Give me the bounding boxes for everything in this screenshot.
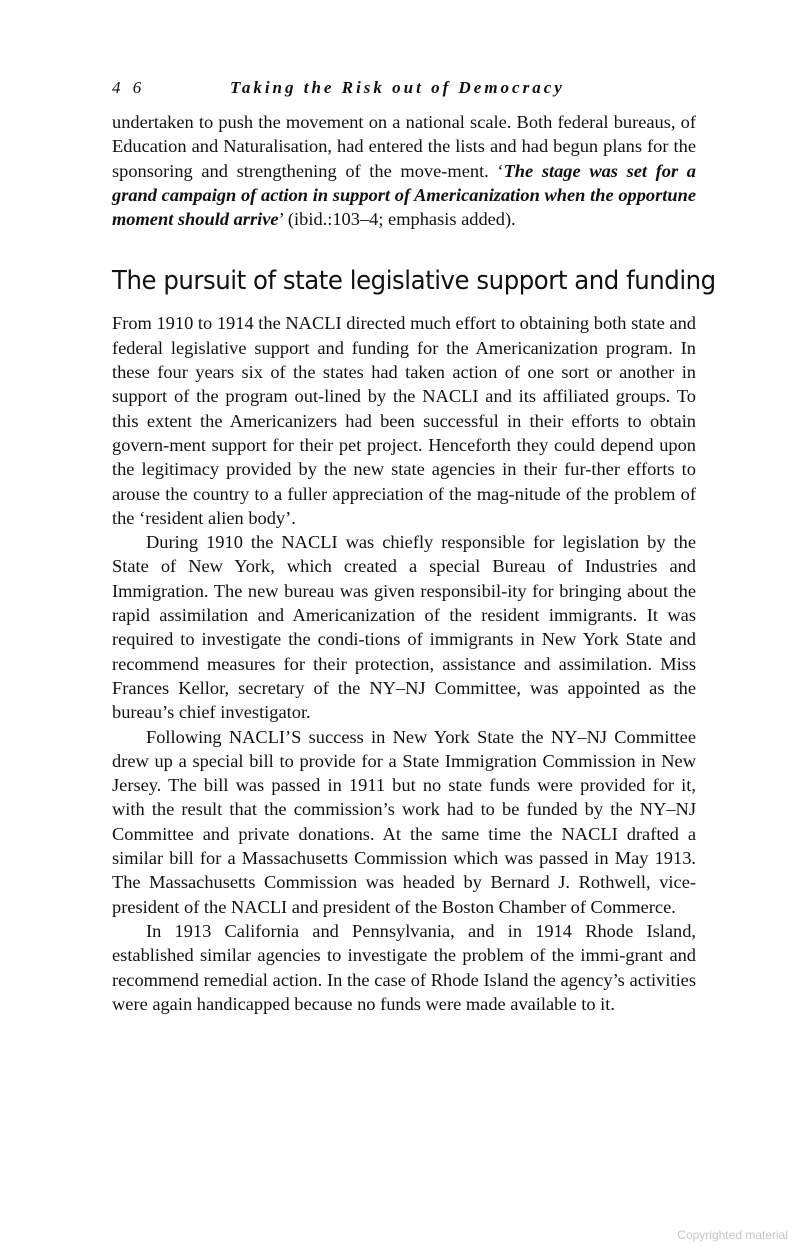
body-paragraph-3: Following NACLI’S success in New York State the NY–NJ Committee drew up a special bill to provide for a State Immigration Commission in New Jersey. The bill was passed in 1911 but no state funds were provided for it, with the result that the commission’s work had to be funded by the NY–NJ Committee and private donations. At the same time the NACLI drafted a similar bill for a Massachusetts Commission which was passed in May 1913. The Massachusetts Commission was headed by Bernard J. Rothwell, vice-president of the NACLI and president of the Boston Chamber of Commerce.: [112, 726, 696, 917]
book-title: Taking the Risk out of Democracy: [230, 78, 565, 97]
body-paragraph-4: In 1913 California and Pennsylvania, and in 1914 Rhode Island, established similar agencies to investigate the problem of the immi-grant and recommend remedial action. In the case of Rhode Island the agency’s activities were again handicapped because no funds were made available to it.: [112, 920, 696, 1014]
intro-paragraph: [112, 110, 696, 231]
book-page: [112, 78, 716, 1016]
intro-text-end: ’ (ibid.:103–4; emphasis added).: [278, 209, 516, 230]
page-number: 4 6: [112, 78, 146, 97]
copyright-watermark: Copyrighted material: [677, 1228, 788, 1242]
intro-text-start: undertaken to push the movement on a national scale. Both federal bureaus, of Education and Naturalisation, had entered the lists and had begun plans for the sponsoring and strengthening of the move-ment. ‘: [112, 112, 696, 181]
body-paragraph-1: From 1910 to 1914 the NACLI directed much effort to obtaining both state and federal legislative support and funding for the Americanization program. In these four years six of the states had taken action of one sort or another in support of the program out-lined by the NACLI and its affiliated groups. To this extent the Americanizers had been successful in their efforts to obtain govern-ment support for their pet project. Henceforth they could depend upon the legitimacy provided by the new state agencies in their fur-ther efforts to arouse the country to a fuller appreciation of the mag-nitude of the problem of the ‘resident alien body’.: [112, 313, 696, 528]
body-paragraph-2: During 1910 the NACLI was chiefly responsible for legislation by the State of New York, which created a special Bureau of Industries and Immigration. The new bureau was given responsibil-ity for bringing about the rapid assimilation and Americanization of the resident immigrants. It was required to investigate the condi-tions of immigrants in New York State and recommend measures for their protection, assistance and assimilation. Miss Frances Kellor, secretary of the NY–NJ Committee, was appointed as the bureau’s chief investigator.: [112, 532, 696, 723]
running-head: [112, 78, 696, 98]
section-heading: The pursuit of state legislative support and funding: [112, 266, 716, 297]
emphasized-quote: The stage was set for a grand campaign of action in support of Americanization when the opportune moment should arrive: [112, 160, 696, 230]
